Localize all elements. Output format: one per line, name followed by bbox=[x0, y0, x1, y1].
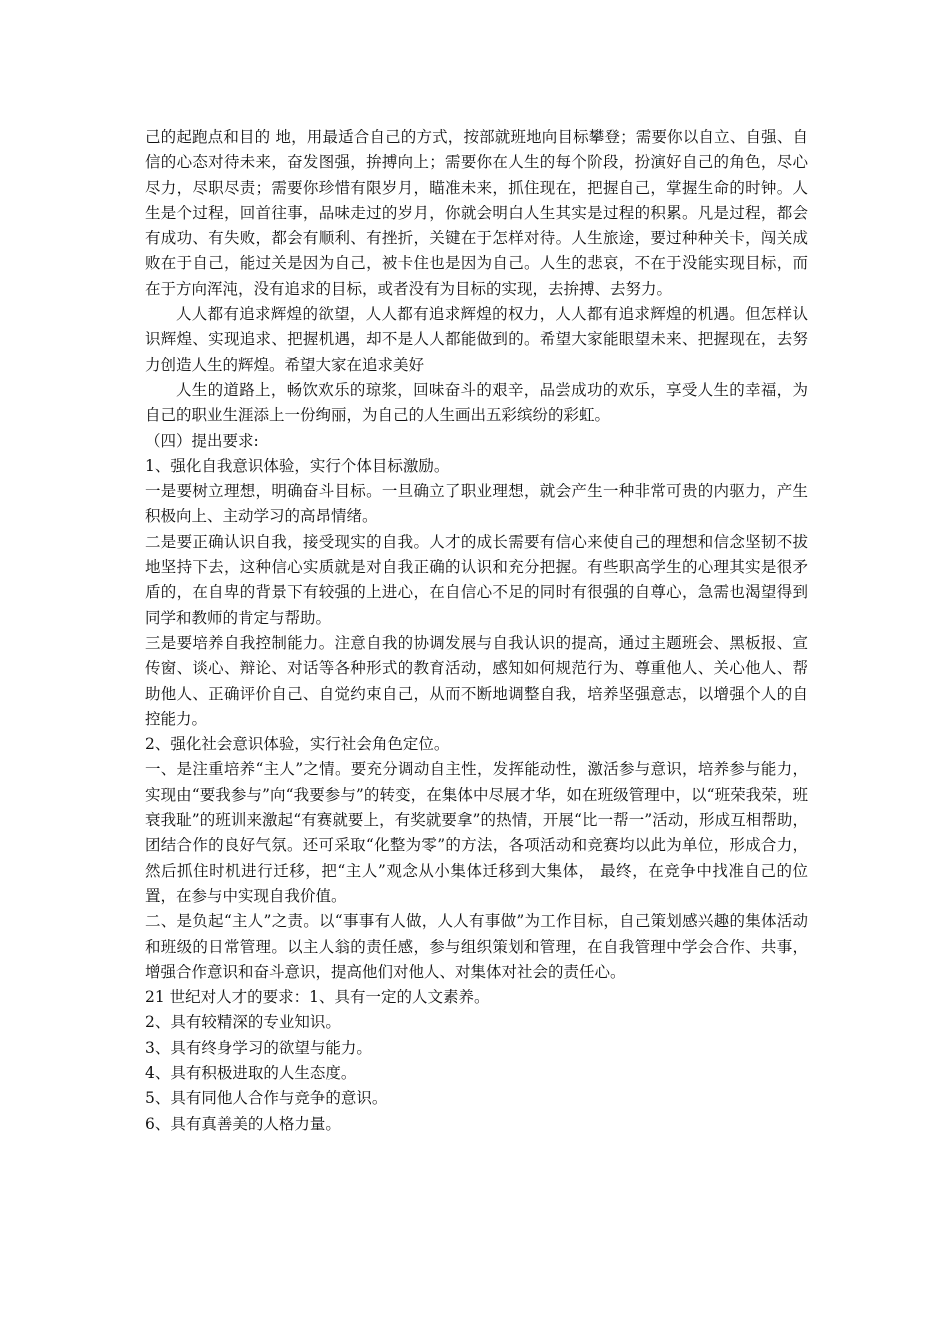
section-heading-requirements: （四）提出要求: bbox=[145, 431, 259, 450]
list-item-talent-requirement-6: 6、具有真善美的人格力量。 bbox=[145, 1114, 341, 1133]
paragraph-master-feeling: 一、是注重培养“主人”之情。要充分调动自主性，发挥能动性，激活参与意识，培养参与能力，实现由“要我参与”向“我要参与”的转变，在集体中尽展才华，如在班级管理中，以“班荣我荣，班衰我耻”的班训来激起“有赛就要上，有奖就要拿”的热情，开展“比一帮一”活动，形成互相帮助，团结合作的良好气氛。还可采取“化整为零”的方法，各项活动和竞赛均以此为单位，形成合力，然后抓住时机进行迁移，把“主人”观念从小集体迁移到大集体， 最终，在竞争中找准自己的位置，在参与中实现自我价值。 bbox=[145, 760, 808, 905]
list-item-talent-requirement-5: 5、具有同他人合作与竞争的意识。 bbox=[145, 1089, 388, 1108]
subheading-self-awareness: 1、强化自我意识体验，实行个体目标激励。 bbox=[145, 456, 450, 475]
paragraph-life-road: 人生的道路上，畅饮欢乐的琼浆，回味奋斗的艰辛，品尝成功的欢乐，享受人生的幸福，为自己的职业生涯添上一份绚丽，为自己的人生画出五彩缤纷的彩虹。 bbox=[145, 380, 808, 425]
document-body bbox=[145, 125, 808, 1137]
paragraph-know-self: 二是要正确认识自我，接受现实的自我。人才的成长需要有信心来使自己的理想和信念坚韧不拔地坚持下去，这种信心实质就是对自我正确的认识和充分把握。有些职高学生的心理其实是很矛盾的，在自卑的背景下有较强的上进心，在自信心不足的同时有很强的自尊心，急需也渴望得到同学和教师的肯定与帮助。 bbox=[145, 532, 808, 627]
paragraph-ideals: 一是要树立理想，明确奋斗目标。一旦确立了职业理想，就会产生一种非常可贵的内驱力，产生积极向上、主动学习的高昂情绪。 bbox=[145, 482, 808, 526]
paragraph-master-duty: 二、是负起“主人”之责。以“事事有人做，人人有事做”为工作目标，自己策划感兴趣的集体活动和班级的日常管理。以主人翁的责任感，参与组织策划和管理，在自我管理中学会合作、共事，增强合作意识和奋斗意识，提高他们对他人、对集体对社会的责任心。 bbox=[145, 912, 808, 981]
list-item-talent-requirement-4: 4、具有积极进取的人生态度。 bbox=[145, 1063, 357, 1082]
paragraph-intro-continuation: 己的起跑点和目的 地，用最适合自己的方式，按部就班地向目标攀登；需要你以自立、自强、自信的心态对待未来，奋发图强，拚搏向上；需要你在人生的每个阶段，扮演好自己的角色，尽心尽力，尽职尽责；需要你珍惜有限岁月，瞄准未来，抓住现在，把握自己，掌握生命的时钟。人生是个过程，回首往事，品味走过的岁月，你就会明白人生其实是过程的积累。凡是过程，都会有成功、有失败，都会有顺利、有挫折，关键在于怎样对待。人生旅途，要过种种关卡，闯关成败在于自己，能过关是因为自己，被卡住也是因为自己。人生的悲哀，不在于没能实现目标，而在于方向浑沌，没有追求的目标，或者没有为目标的实现，去拚搏、去努力。 bbox=[145, 128, 808, 298]
paragraph-self-control: 三是要培养自我控制能力。注意自我的协调发展与自我认识的提高，通过主题班会、黑板报、宣传窗、谈心、辩论、对话等各种形式的教育活动，感知如何规范行为、尊重他人、关心他人、帮助他人、正确评价自己、自觉约束自己，从而不断地调整自我，培养坚强意志，以增强个人的自控能力。 bbox=[145, 633, 808, 728]
list-item-talent-requirement-3: 3、具有终身学习的欲望与能力。 bbox=[145, 1038, 372, 1057]
list-item-talent-requirement-2: 2、具有较精深的专业知识。 bbox=[145, 1013, 341, 1032]
list-item-talent-requirement-1: 21 世纪对人才的要求：1、具有一定的人文素养。 bbox=[145, 988, 490, 1007]
subheading-social-awareness: 2、强化社会意识体验，实行社会角色定位。 bbox=[145, 735, 450, 754]
paragraph-pursue-glory: 人人都有追求辉煌的欲望，人人都有追求辉煌的权力，人人都有追求辉煌的机遇。但怎样认识辉煌、实现追求、把握机遇，却不是人人都能做到的。希望大家能眼望未来、把握现在，去努力创造人生的辉煌。希望大家在追求美好 bbox=[145, 305, 808, 374]
